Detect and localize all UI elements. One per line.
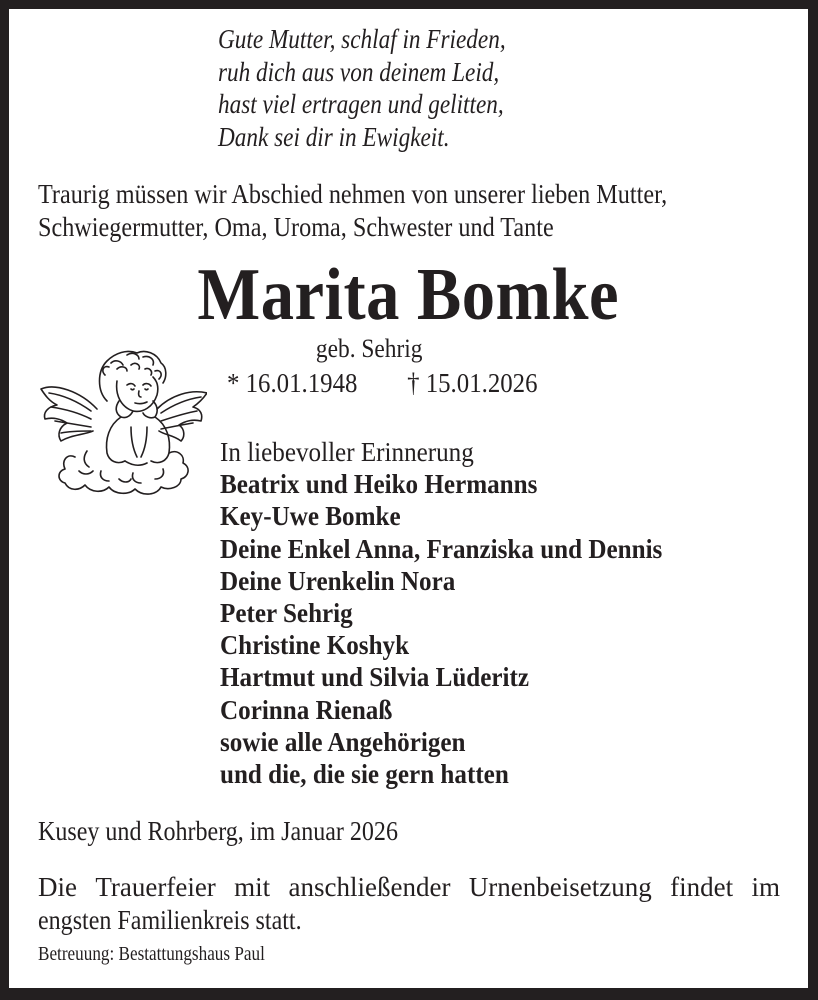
poem [218, 23, 506, 153]
ceremony-line-2: engsten Familienkreis statt. [38, 905, 302, 935]
cherub-angel-icon [35, 331, 207, 501]
ceremony-line-1: Die Trauerfeier mit anschließender Urnenbeisetzung findet im [38, 872, 780, 902]
ceremony-notice [38, 871, 780, 937]
funeral-home-credit: Betreuung: Bestattungshaus Paul [38, 944, 265, 965]
deceased-name [9, 255, 808, 335]
poem-line: Dank sei dir in Ewigkeit. [218, 121, 450, 152]
maiden-name-text: geb. Sehrig [315, 334, 423, 363]
mourner-entry: Deine Enkel Anna, Franziska und Dennis [220, 533, 663, 564]
mourner-entry: Christine Koshyk [220, 630, 410, 661]
life-dates [227, 367, 538, 399]
intro-line: Traurig müssen wir Abschied nehmen von unserer lieben Mutter, [38, 178, 668, 209]
deceased-name-text: Marita Bomke [197, 254, 620, 336]
mourners-list [220, 436, 696, 790]
mourner-entry: Deine Urenkelin Nora [220, 565, 456, 596]
mourner-entry: Corinna Rienaß [220, 694, 393, 725]
mourner-entry: Key-Uwe Bomke [220, 501, 401, 532]
mourner-entry: Hartmut und Silvia Lüderitz [220, 662, 530, 693]
mourner-entry: Peter Sehrig [220, 597, 353, 628]
mourners-heading: In liebevoller Erinnerung [220, 437, 474, 467]
birth-date: * 16.01.1948 [227, 368, 358, 398]
place-and-date: Kusey und Rohrberg, im Januar 2026 [38, 816, 398, 846]
mourner-entry: sowie alle Angehörigen [220, 726, 466, 757]
mourner-entry: Beatrix und Heiko Hermanns [220, 469, 538, 500]
obituary-card [9, 9, 808, 988]
poem-line: Gute Mutter, schlaf in Frieden, [218, 24, 506, 54]
intro-line: Schwiegermutter, Oma, Uroma, Schwester und Tante [38, 211, 554, 242]
death-date: † 15.01.2026 [407, 368, 538, 398]
intro-text [38, 177, 667, 243]
poem-line: ruh dich aus von deinem Leid, [218, 56, 500, 87]
poem-line: hast viel ertragen und gelitten, [218, 89, 504, 119]
mourner-entry: und die, die sie gern hatten [220, 758, 509, 789]
